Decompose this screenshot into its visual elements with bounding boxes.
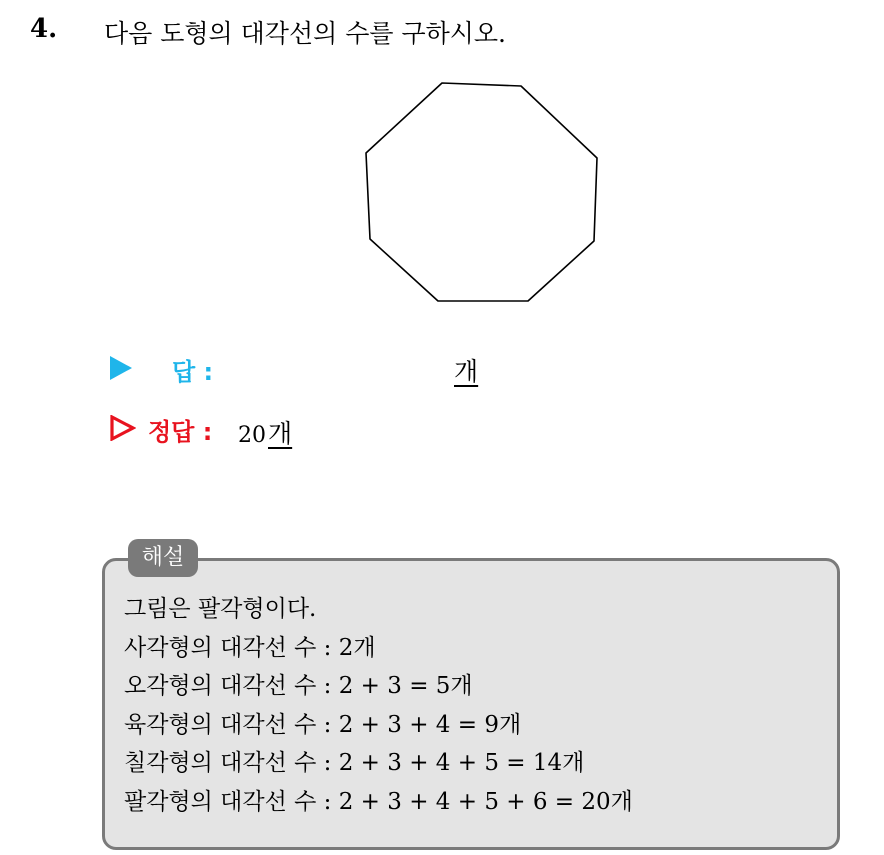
filled-triangle-icon (110, 356, 132, 380)
octagon-shape (366, 83, 597, 301)
correct-answer-row (110, 412, 510, 446)
answer-row (110, 352, 510, 384)
explanation-lines (124, 590, 633, 821)
explanation-line: 육각형의 대각선 수 : 2 + 3 + 4 = 9개 (124, 711, 522, 738)
explanation-line: 팔각형의 대각선 수 : 2 + 3 + 4 + 5 + 6 = 20개 (124, 788, 633, 815)
correct-answer-value: 20 (238, 423, 266, 448)
correct-answer-label: 정답 : (148, 418, 213, 446)
question-text: 다음 도형의 대각선의 수를 구하시오. (104, 19, 506, 48)
explanation-line: 칠각형의 대각선 수 : 2 + 3 + 4 + 5 = 14개 (124, 750, 585, 776)
explanation-line: 그림은 팔각형이다. (124, 596, 317, 622)
answer-unit: 개 (454, 357, 479, 386)
outline-triangle-icon (110, 415, 136, 441)
question-number: 4. (30, 14, 58, 44)
explanation-title: 해설 (128, 539, 198, 577)
answer-label: 답 : (172, 358, 214, 386)
explanation-line: 오각형의 대각선 수 : 2 + 3 = 5개 (124, 673, 473, 699)
correct-answer-value-group (238, 414, 292, 450)
explanation-line: 사각형의 대각선 수 : 2개 (124, 634, 376, 661)
octagon-figure (360, 78, 605, 308)
correct-answer-unit: 개 (268, 419, 293, 448)
